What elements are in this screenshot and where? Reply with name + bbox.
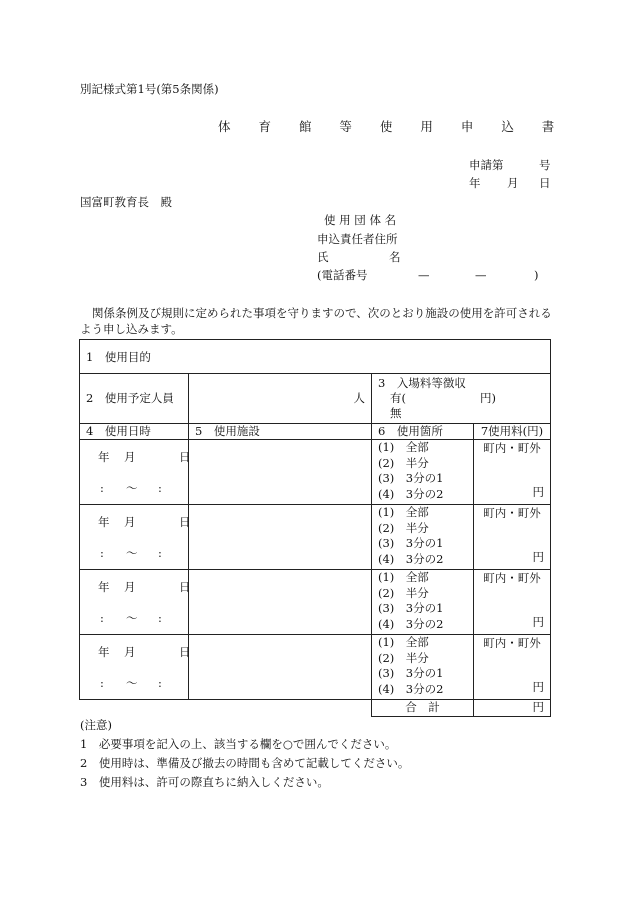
application-no-suffix: 号 [539,158,551,172]
phone-open: (電話番号 [317,268,368,282]
option-all[interactable]: (1) 全部 [378,570,429,584]
option-two-thirds[interactable]: (4) 3分の2 [378,681,444,696]
admission-fee-label: 3 入場料等徴収 [378,376,466,390]
fee-area[interactable]: 町内・町外 [483,506,541,520]
option-third[interactable]: (3) 3分の1 [378,666,444,680]
date-month: 月 [124,450,136,464]
time-colon-1: : [100,611,104,625]
intro-paragraph: 関係条例及び規則に定められた事項を守りますので、次のとおり施設の使用を許可されるよう申し込みます。 [80,306,552,336]
admission-yes[interactable]: 有( [390,391,406,405]
usage-fee-cell[interactable] [474,505,551,570]
option-third[interactable]: (3) 3分の1 [378,471,444,485]
date-year: 年 [98,515,110,529]
purpose-label: 1 使用目的 [86,350,151,364]
usage-datetime-cell[interactable] [80,440,189,505]
option-two-thirds[interactable]: (4) 3分の2 [378,551,444,566]
address-label: 申込責任者住所 [317,232,398,246]
date-day: 日 [179,645,191,659]
usage-location-options[interactable] [372,570,474,635]
fee-unit: 円 [532,485,544,499]
date-month-label: 月 [507,176,519,190]
fee-area[interactable]: 町内・町外 [483,571,541,585]
expected-people-input[interactable] [189,374,372,424]
option-half[interactable]: (2) 半分 [378,650,429,665]
fee-unit: 円 [532,550,544,564]
phone-dash-2: — [475,268,487,282]
purpose-cell[interactable] [80,340,551,374]
time-tilde: 〜 [126,546,138,560]
usage-row [80,570,551,635]
usage-location-options[interactable] [372,635,474,700]
phone-close: ) [534,268,539,282]
note-item: 3 使用料は、許可の際直ちに納入しください。 [80,775,329,789]
time-colon-2: : [158,481,162,495]
time-colon-1: : [100,676,104,690]
time-tilde: 〜 [126,676,138,690]
usage-row [80,505,551,570]
usage-facility-cell[interactable] [189,440,372,505]
col-facility-header: 5 使用施設 [189,424,372,440]
option-third[interactable]: (3) 3分の1 [378,601,444,615]
group-name-label: 使 用 団 体 名 [324,213,397,227]
usage-fee-cell[interactable] [474,570,551,635]
option-half[interactable]: (2) 半分 [378,585,429,600]
date-month: 月 [124,515,136,529]
people-unit: 人 [353,391,365,405]
option-two-thirds[interactable]: (4) 3分の2 [378,486,444,501]
fee-area[interactable]: 町内・町外 [483,441,541,455]
fee-unit: 円 [532,615,544,629]
page-title: 体 育 館 等 使 用 申 込 書 [218,119,567,134]
col-location-header: 6 使用箇所 [372,424,474,440]
time-tilde: 〜 [126,611,138,625]
option-all[interactable]: (1) 全部 [378,505,429,519]
usage-facility-cell[interactable] [189,635,372,700]
date-day: 日 [179,580,191,594]
expected-people-label: 2 使用予定人員 [86,391,174,405]
usage-row [80,635,551,700]
option-half[interactable]: (2) 半分 [378,455,429,470]
usage-datetime-cell[interactable] [80,635,189,700]
usage-fee-cell[interactable] [474,635,551,700]
time-colon-2: : [158,546,162,560]
notes-heading: (注意) [80,718,112,732]
usage-location-options[interactable] [372,505,474,570]
date-month: 月 [124,580,136,594]
form-number: 別記様式第1号(第5条関係) [80,82,219,96]
time-colon-2: : [158,611,162,625]
usage-fee-cell[interactable] [474,440,551,505]
phone-dash-1: — [418,268,430,282]
usage-row [80,440,551,505]
time-colon-1: : [100,481,104,495]
date-day-label: 日 [539,176,551,190]
admission-yen: 円) [480,391,496,405]
time-colon-1: : [100,546,104,560]
date-month: 月 [124,645,136,659]
date-year-label: 年 [469,176,481,190]
expected-people-cell [80,374,189,424]
total-label: 合 計 [372,700,474,717]
usage-datetime-cell[interactable] [80,570,189,635]
option-all[interactable]: (1) 全部 [378,440,429,454]
note-item: 2 使用時は、準備及び撤去の時間も含めて記載してください。 [80,756,410,770]
option-half[interactable]: (2) 半分 [378,520,429,535]
fee-unit: 円 [532,680,544,694]
date-day: 日 [179,515,191,529]
date-day: 日 [179,450,191,464]
usage-facility-cell[interactable] [189,570,372,635]
usage-location-options[interactable] [372,440,474,505]
option-all[interactable]: (1) 全部 [378,635,429,649]
col-fee-header: 7使用料(円) [474,424,551,440]
note-item: 1 必要事項を記入の上、該当する欄を○で囲んでください。 [80,737,397,751]
option-two-thirds[interactable]: (4) 3分の2 [378,616,444,631]
fee-area[interactable]: 町内・町外 [483,636,541,650]
addressee: 国富町教育長 殿 [80,195,172,209]
date-year: 年 [98,450,110,464]
name-label-2: 名 [389,250,401,264]
time-tilde: 〜 [126,481,138,495]
option-third[interactable]: (3) 3分の1 [378,536,444,550]
total-unit: 円 [532,700,544,714]
admission-fee-cell[interactable] [372,374,551,424]
usage-facility-cell[interactable] [189,505,372,570]
total-fee-cell[interactable] [474,700,551,717]
col-datetime-header: 4 使用日時 [80,424,189,440]
admission-no[interactable]: 無 [390,406,402,420]
application-table [79,339,551,717]
name-label-1: 氏 [317,250,329,264]
usage-datetime-cell[interactable] [80,505,189,570]
time-colon-2: : [158,676,162,690]
date-year: 年 [98,580,110,594]
date-year: 年 [98,645,110,659]
application-no-prefix: 申請第 [469,158,504,172]
